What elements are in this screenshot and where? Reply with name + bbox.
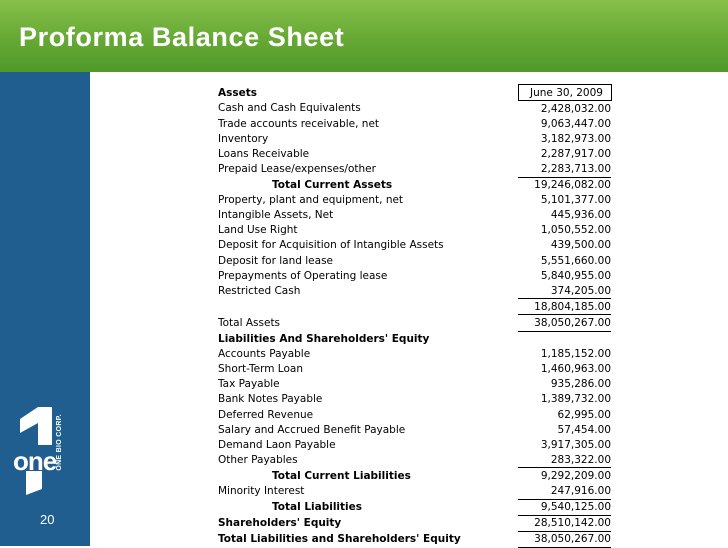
row-label: Deposit for Acquisition of Intangible Assets xyxy=(218,239,444,252)
row-value: 1,050,552.00 xyxy=(540,224,611,237)
row-value: 19,246,082.00 xyxy=(534,179,611,192)
table-row xyxy=(214,377,611,392)
table-row xyxy=(214,362,611,377)
row-label: Total Assets xyxy=(218,316,281,329)
table-row xyxy=(214,161,611,177)
row-value: 5,551,660.00 xyxy=(540,254,611,267)
row-value: 1,389,732.00 xyxy=(540,393,611,406)
row-label: Demand Laon Payable xyxy=(218,438,336,451)
table-row xyxy=(214,116,611,131)
row-value: 18,804,185.00 xyxy=(518,299,611,315)
table-row xyxy=(214,253,611,268)
table-row xyxy=(214,268,611,283)
table-row xyxy=(214,392,611,407)
row-label: Loans Receivable xyxy=(218,147,310,160)
row-value: 9,063,447.00 xyxy=(540,117,611,130)
row-value: 5,840,955.00 xyxy=(540,269,611,282)
table-row xyxy=(214,407,611,422)
row-value: 439,500.00 xyxy=(550,239,611,252)
row-value: 247,916.00 xyxy=(518,483,611,499)
row-label xyxy=(214,299,518,315)
logo-tagline: ONE BIO CORP. xyxy=(56,414,63,471)
table-row xyxy=(214,483,611,499)
table-row xyxy=(214,499,611,515)
row-value: 3,182,973.00 xyxy=(540,132,611,145)
row-label: Other Payables xyxy=(218,454,298,467)
table-row xyxy=(214,223,611,238)
header-date: June 30, 2009 xyxy=(518,85,611,101)
row-value: 2,287,917.00 xyxy=(540,147,611,160)
table-row xyxy=(214,452,611,468)
row-label: Bank Notes Payable xyxy=(218,393,323,406)
row-value: 1,460,963.00 xyxy=(540,363,611,376)
row-label: Salary and Accrued Benefit Payable xyxy=(218,423,406,436)
row-label: Land Use Right xyxy=(218,224,298,237)
table-row xyxy=(214,422,611,437)
row-label: Cash and Cash Equivalents xyxy=(218,102,361,115)
table-row xyxy=(214,208,611,223)
row-value: 62,995.00 xyxy=(557,408,611,421)
row-label: Minority Interest xyxy=(218,485,305,498)
table-row xyxy=(214,331,611,347)
row-label: Tax Payable xyxy=(218,378,280,391)
row-value: 2,283,713.00 xyxy=(518,161,611,177)
table-row xyxy=(214,238,611,253)
row-label: Intangible Assets, Net xyxy=(218,209,334,222)
row-label: Accounts Payable xyxy=(218,348,311,361)
table-row xyxy=(214,193,611,208)
row-label: Deferred Revenue xyxy=(218,408,314,421)
row-value: 5,101,377.00 xyxy=(540,194,611,207)
page-number: 20 xyxy=(40,512,55,527)
row-value: 28,510,142.00 xyxy=(518,515,611,531)
table-row xyxy=(214,146,611,161)
row-label: Deposit for land lease xyxy=(218,254,334,267)
table-row xyxy=(214,531,611,547)
row-label: Total Liabilities and Shareholders' Equity xyxy=(218,533,461,546)
row-value: 1,185,152.00 xyxy=(540,348,611,361)
row-label: Inventory xyxy=(218,132,269,145)
table-row xyxy=(214,299,611,315)
table-row xyxy=(214,131,611,146)
balance-sheet-table xyxy=(214,84,612,548)
row-label: Trade accounts receivable, net xyxy=(218,117,380,130)
row-value: 374,205.00 xyxy=(518,283,611,299)
row-value: 38,050,267.00 xyxy=(518,315,611,331)
title-bar xyxy=(0,0,728,72)
row-label: Shareholders' Equity xyxy=(218,517,342,530)
table-row xyxy=(214,437,611,452)
row-label: Property, plant and equipment, net xyxy=(218,194,404,207)
table-row xyxy=(214,468,611,484)
row-label: Total Current Liabilities xyxy=(272,469,411,482)
row-label: Liabilities And Shareholders' Equity xyxy=(218,332,430,345)
row-value: 445,936.00 xyxy=(550,209,611,222)
row-value: 3,917,305.00 xyxy=(540,438,611,451)
row-label: Total Liabilities xyxy=(272,501,363,514)
table-row xyxy=(214,177,611,193)
slide-title: Proforma Balance Sheet xyxy=(19,22,345,52)
logo-wordmark: one xyxy=(13,446,57,476)
table-row xyxy=(214,283,611,299)
row-label: Total Current Assets xyxy=(272,178,393,191)
row-label: Short-Term Loan xyxy=(218,363,303,376)
row-value: 9,292,209.00 xyxy=(540,469,611,482)
table-row xyxy=(214,101,611,117)
row-label: Prepaid Lease/expenses/other xyxy=(218,163,376,176)
row-value: 57,454.00 xyxy=(557,423,611,436)
header-label: Assets xyxy=(218,86,258,99)
row-value: 38,050,267.00 xyxy=(518,531,611,547)
table-row xyxy=(214,347,611,362)
row-value: 2,428,032.00 xyxy=(540,102,611,115)
row-label: Prepayments of Operating lease xyxy=(218,269,388,282)
table-row xyxy=(214,315,611,331)
row-value: 935,286.00 xyxy=(550,378,611,391)
row-value xyxy=(518,331,611,347)
row-label: Restricted Cash xyxy=(218,285,301,298)
table-row xyxy=(214,515,611,531)
row-value: 283,322.00 xyxy=(518,452,611,468)
row-value: 9,540,125.00 xyxy=(518,499,611,515)
table-header-row xyxy=(214,85,611,101)
